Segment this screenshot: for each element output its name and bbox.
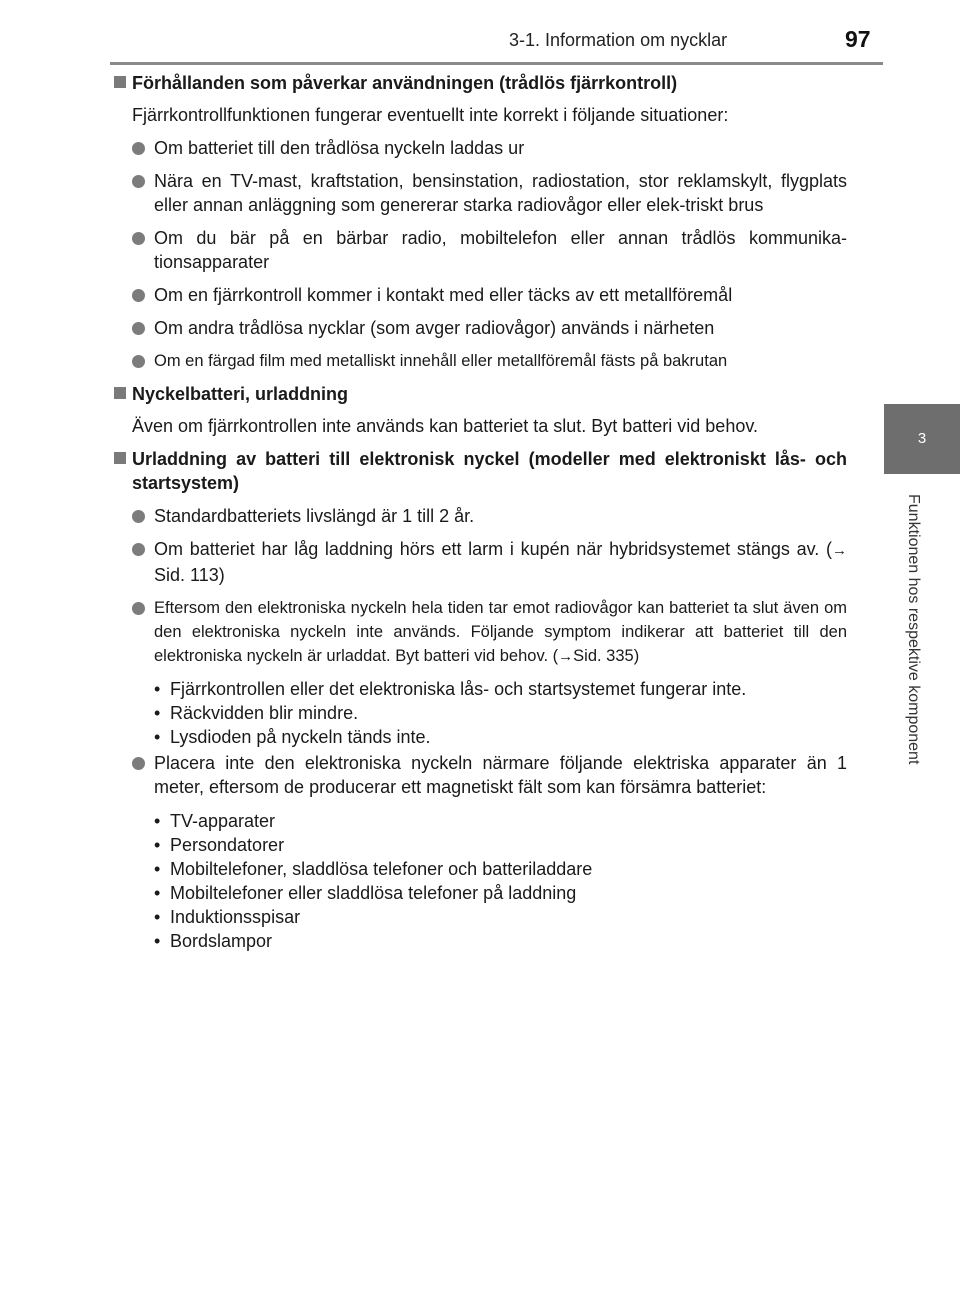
sub-list-item: [112, 677, 847, 701]
circle-bullet-icon: [132, 355, 145, 368]
circle-bullet-icon: [132, 289, 145, 302]
sub-list-item: [112, 809, 847, 833]
list-item: [112, 316, 847, 340]
square-bullet-icon: [114, 76, 126, 88]
list-item: [112, 504, 847, 528]
heading-text: Förhållanden som påverkar användningen (trådlös fjärrkontroll): [132, 73, 678, 93]
circle-bullet-icon: [132, 142, 145, 155]
list-item: [112, 226, 847, 274]
sub-list-item: [112, 929, 847, 953]
chapter-tab: 3: [884, 404, 960, 474]
paragraph: Även om fjärrkontrollen inte används kan batteriet ta slut. Byt batteri vid behov.: [132, 416, 759, 436]
page-number: 97: [845, 26, 871, 52]
sub-list: [112, 677, 847, 749]
header-divider: [110, 62, 883, 65]
sub-list-item: [112, 701, 847, 725]
list-item-text: Eftersom den elektroniska nyckeln hela tiden tar emot radiovågor kan batteriet ta slut även om den elektroniska nyckeln inte används. Följande symptom indikerar att batteriet till den elektroniska nyckeln är urladdat. Byt batteri vid behov. (: [154, 599, 847, 665]
sub-list-item-text: Fjärrkontrollen eller det elektroniska lås- och startsystemet fungerar inte.: [170, 679, 747, 699]
list-item-text: Om andra trådlösa nycklar (som avger radiovågor) används i närheten: [154, 318, 715, 338]
page-reference-link[interactable]: Sid. 335): [573, 647, 640, 665]
sub-list-item: [112, 725, 847, 749]
sub-list-item: [112, 881, 847, 905]
section-heading: [112, 382, 847, 406]
dot-bullet-icon: •: [154, 679, 161, 699]
sub-list-item-text: Persondatorer: [170, 835, 285, 855]
circle-bullet-icon: [132, 510, 145, 523]
list-item-text: Om en fjärrkontroll kommer i kontakt med eller täcks av ett metallföremål: [154, 285, 733, 305]
dot-bullet-icon: •: [154, 883, 161, 903]
list-item: [112, 349, 847, 373]
list-item-text: Om en färgad film med metalliskt innehåll eller metallföremål fästs på bakrutan: [154, 352, 728, 370]
paragraph: Fjärrkontrollfunktionen fungerar eventuellt inte korrekt i följande situationer:: [132, 105, 729, 125]
circle-bullet-icon: [132, 757, 145, 770]
dot-bullet-icon: •: [154, 811, 161, 831]
section-heading: [112, 447, 847, 495]
list-item: [112, 596, 847, 669]
square-bullet-icon: [114, 387, 126, 399]
list-item: [112, 169, 847, 217]
page-reference-link[interactable]: Sid. 113): [154, 565, 225, 585]
page-content: [112, 71, 847, 953]
list-item-text: Placera inte den elektroniska nyckeln närmare följande elektriska apparater än 1 meter, eftersom de producerar ett magnetiskt fält som kan försämra batteriet:: [154, 753, 847, 797]
sub-list-item-text: Räckvidden blir mindre.: [170, 703, 359, 723]
list-item-text: Om du bär på en bärbar radio, mobiltelefon eller annan trådlös kommunika-tionsapparater: [154, 228, 847, 272]
circle-bullet-icon: [132, 175, 145, 188]
circle-bullet-icon: [132, 232, 145, 245]
sub-list: [112, 809, 847, 953]
square-bullet-icon: [114, 452, 126, 464]
sub-list-item-text: Mobiltelefoner, sladdlösa telefoner och batteriladdare: [170, 859, 593, 879]
sub-list-item-text: TV-apparater: [170, 811, 276, 831]
list-item-text: Om batteriet till den trådlösa nyckeln laddas ur: [154, 138, 525, 158]
arrow-right-icon: →: [832, 542, 847, 559]
sub-list-item: [112, 857, 847, 881]
list-item: [112, 136, 847, 160]
sub-list-item-text: Bordslampor: [170, 931, 273, 951]
arrow-right-icon: →: [558, 648, 574, 665]
heading-text: Urladdning av batteri till elektronisk nyckel (modeller med elektroniskt lås- och startsystem): [132, 449, 847, 493]
list-item: [112, 283, 847, 307]
sub-list-item: [112, 905, 847, 929]
list-item-text: Om batteriet har låg laddning hörs ett larm i kupén när hybridsystemet stängs av. (: [154, 539, 832, 559]
chapter-title-vertical: Funktionen hos respektive komponent: [905, 494, 922, 765]
list-item-text: Standardbatteriets livslängd är 1 till 2 år.: [154, 506, 475, 526]
circle-bullet-icon: [132, 602, 145, 615]
list-item-text: Nära en TV-mast, kraftstation, bensinstation, radiostation, stor reklamskylt, flygplats eller annan anläggning som genererar starka radiovågor eller elek-triskt brus: [154, 171, 847, 215]
dot-bullet-icon: •: [154, 727, 161, 747]
sub-list-item-text: Mobiltelefoner eller sladdlösa telefoner på laddning: [170, 883, 577, 903]
dot-bullet-icon: •: [154, 931, 161, 951]
list-item: [112, 751, 847, 799]
heading-text: Nyckelbatteri, urladdning: [132, 384, 349, 404]
dot-bullet-icon: •: [154, 703, 161, 723]
sub-list-item-text: Lysdioden på nyckeln tänds inte.: [170, 727, 431, 747]
list-item: [112, 537, 847, 587]
section-title: 3-1. Information om nycklar: [509, 30, 728, 50]
dot-bullet-icon: •: [154, 907, 161, 927]
circle-bullet-icon: [132, 322, 145, 335]
dot-bullet-icon: •: [154, 835, 161, 855]
dot-bullet-icon: •: [154, 859, 161, 879]
sub-list-item: [112, 833, 847, 857]
sub-list-item-text: Induktionsspisar: [170, 907, 301, 927]
section-heading: [112, 71, 847, 95]
circle-bullet-icon: [132, 543, 145, 556]
